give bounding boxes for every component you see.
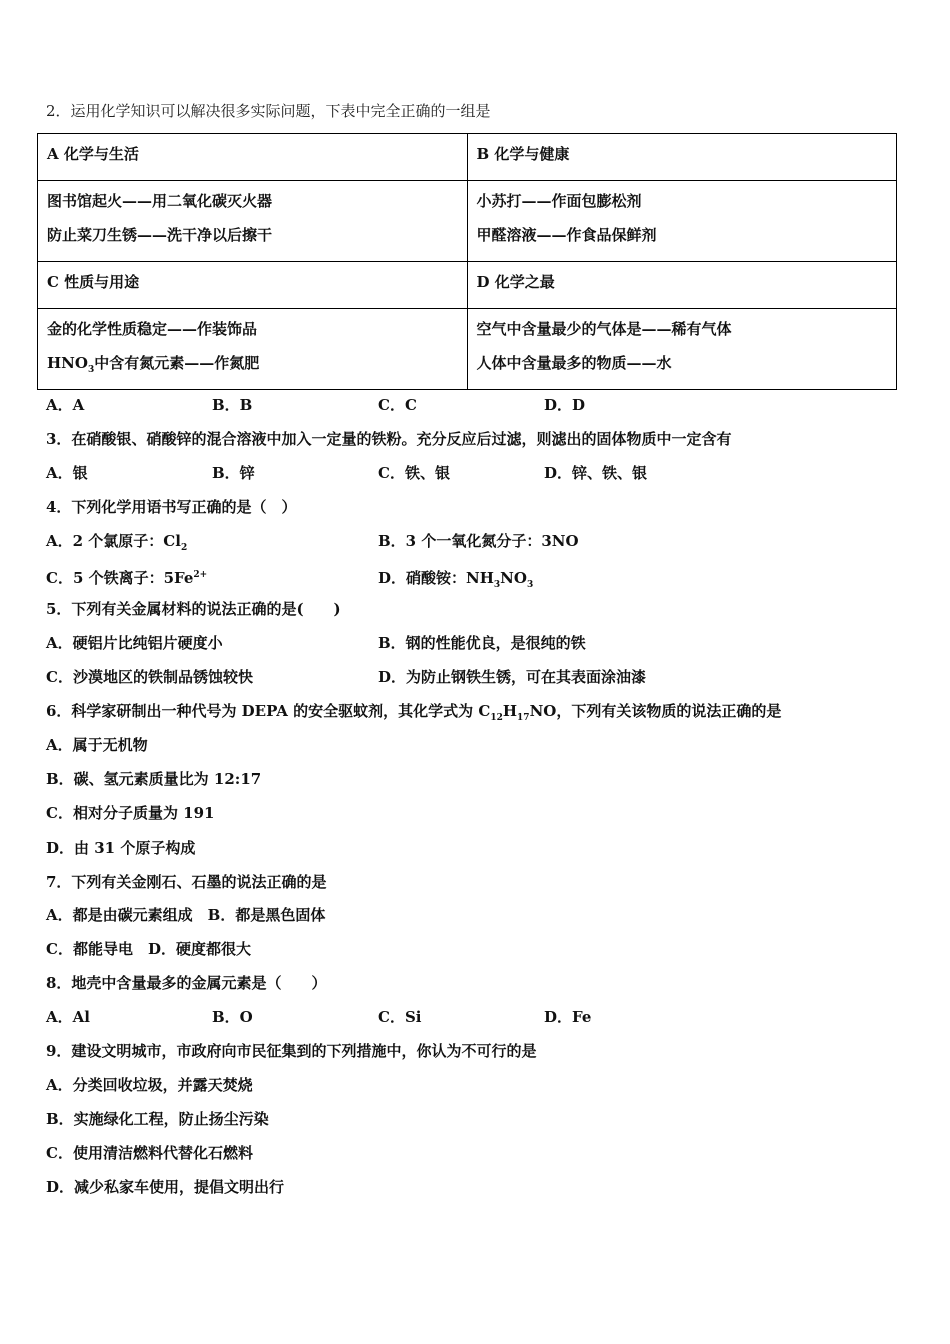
question-5-options-ab <box>46 633 586 653</box>
question-6-option-b[interactable]: B．碳、氢元素质量比为 12:17 <box>46 770 262 788</box>
question-3-options <box>46 463 710 483</box>
question-4-options-cd <box>46 565 710 595</box>
question-9-option-c[interactable]: C．使用清洁燃料代替化石燃料 <box>46 1144 253 1162</box>
question-4-stem: 4．下列化学用语书写正确的是（ ） <box>46 498 297 516</box>
question-6-option-a[interactable]: A．属于无机物 <box>46 736 148 754</box>
question-8-options <box>46 1007 710 1027</box>
cell-c-content: 金的化学性质稳定——作装饰品 $HNO_3$中含有氮元素——作氮肥 <box>38 309 468 390</box>
option-a[interactable]: A．2 个氯原子：$Cl_2$ <box>46 532 188 553</box>
cell-d-title: D 化学之最 <box>467 262 897 309</box>
option-a[interactable]: A．A <box>46 396 85 414</box>
question-2-options <box>46 395 710 415</box>
question-9-option-b[interactable]: B．实施绿化工程，防止扬尘污染 <box>46 1110 269 1128</box>
option-d[interactable]: D．Fe <box>544 1008 592 1026</box>
option-c[interactable]: C．5 个铁离子：$5Fe^{2+}$ <box>46 569 208 587</box>
cell-a-content: 图书馆起火——用二氧化碳灭火器 防止菜刀生锈——洗干净以后擦干 <box>38 181 468 262</box>
question-7-stem: 7．下列有关金刚石、石墨的说法正确的是 <box>46 873 327 891</box>
option-c[interactable]: C．沙漠地区的铁制品锈蚀较快 <box>46 668 253 686</box>
question-3-stem: 3．在硝酸银、硝酸锌的混合溶液中加入一定量的铁粉。充分反应后过滤，则滤出的固体物质中一定含有 <box>46 430 732 448</box>
question-7-options-ab[interactable]: A．都是由碳元素组成 B．都是黑色固体 <box>46 906 326 924</box>
question-4-options-ab <box>46 531 710 558</box>
question-6-option-d[interactable]: D．由 31 个原子构成 <box>46 839 196 857</box>
cell-c-title: C 性质与用途 <box>38 262 468 309</box>
question-9-option-a[interactable]: A．分类回收垃圾，并露天焚烧 <box>46 1076 253 1094</box>
option-a[interactable]: A．Al <box>46 1008 90 1026</box>
question-6-stem: 6．科学家研制出一种代号为 DEPA 的安全驱蚊剂，其化学式为 $C_{12}H_{17}NO$，下列有关该物质的说法正确的是 <box>46 702 782 723</box>
question-2-table <box>37 133 897 390</box>
question-9-option-d[interactable]: D．减少私家车使用，提倡文明出行 <box>46 1178 285 1196</box>
cell-d-content: 空气中含量最少的气体是——稀有气体 人体中含量最多的物质——水 <box>467 309 897 390</box>
option-d[interactable]: D．为防止钢铁生锈，可在其表面涂油漆 <box>378 668 647 686</box>
option-b[interactable]: B．3 个一氧化氮分子：3NO <box>378 532 579 550</box>
question-8-stem: 8．地壳中含量最多的金属元素是（ ） <box>46 974 327 992</box>
option-c[interactable]: C．Si <box>378 1008 422 1026</box>
option-b[interactable]: B．锌 <box>212 464 255 482</box>
question-7-options-cd[interactable]: C．都能导电 D．硬度都很大 <box>46 940 251 958</box>
question-5-stem: 5．下列有关金属材料的说法正确的是( ) <box>46 600 341 618</box>
question-5-options-cd <box>46 667 646 687</box>
option-d[interactable]: D．锌、铁、银 <box>544 464 648 482</box>
option-c[interactable]: C．C <box>378 396 417 414</box>
option-d[interactable]: D．硝酸铵：$NH_3NO_3$ <box>378 569 534 590</box>
cell-a-title: A 化学与生活 <box>38 134 468 181</box>
option-d[interactable]: D．D <box>544 396 586 414</box>
option-a[interactable]: A．银 <box>46 464 88 482</box>
question-9-stem: 9．建设文明城市，市政府向市民征集到的下列措施中，你认为不可行的是 <box>46 1042 537 1060</box>
option-b[interactable]: B．O <box>212 1008 253 1026</box>
question-6-option-c[interactable]: C．相对分子质量为 191 <box>46 804 215 822</box>
option-a[interactable]: A．硬铝片比纯铝片硬度小 <box>46 634 223 652</box>
question-2-stem: 2．运用化学知识可以解决很多实际问题，下表中完全正确的一组是 <box>46 102 491 120</box>
cell-b-title: B 化学与健康 <box>467 134 897 181</box>
option-b[interactable]: B．B <box>212 396 253 414</box>
option-c[interactable]: C．铁、银 <box>378 464 450 482</box>
cell-b-content: 小苏打——作面包膨松剂 甲醛溶液——作食品保鲜剂 <box>467 181 897 262</box>
option-b[interactable]: B．钢的性能优良，是很纯的铁 <box>378 634 586 652</box>
